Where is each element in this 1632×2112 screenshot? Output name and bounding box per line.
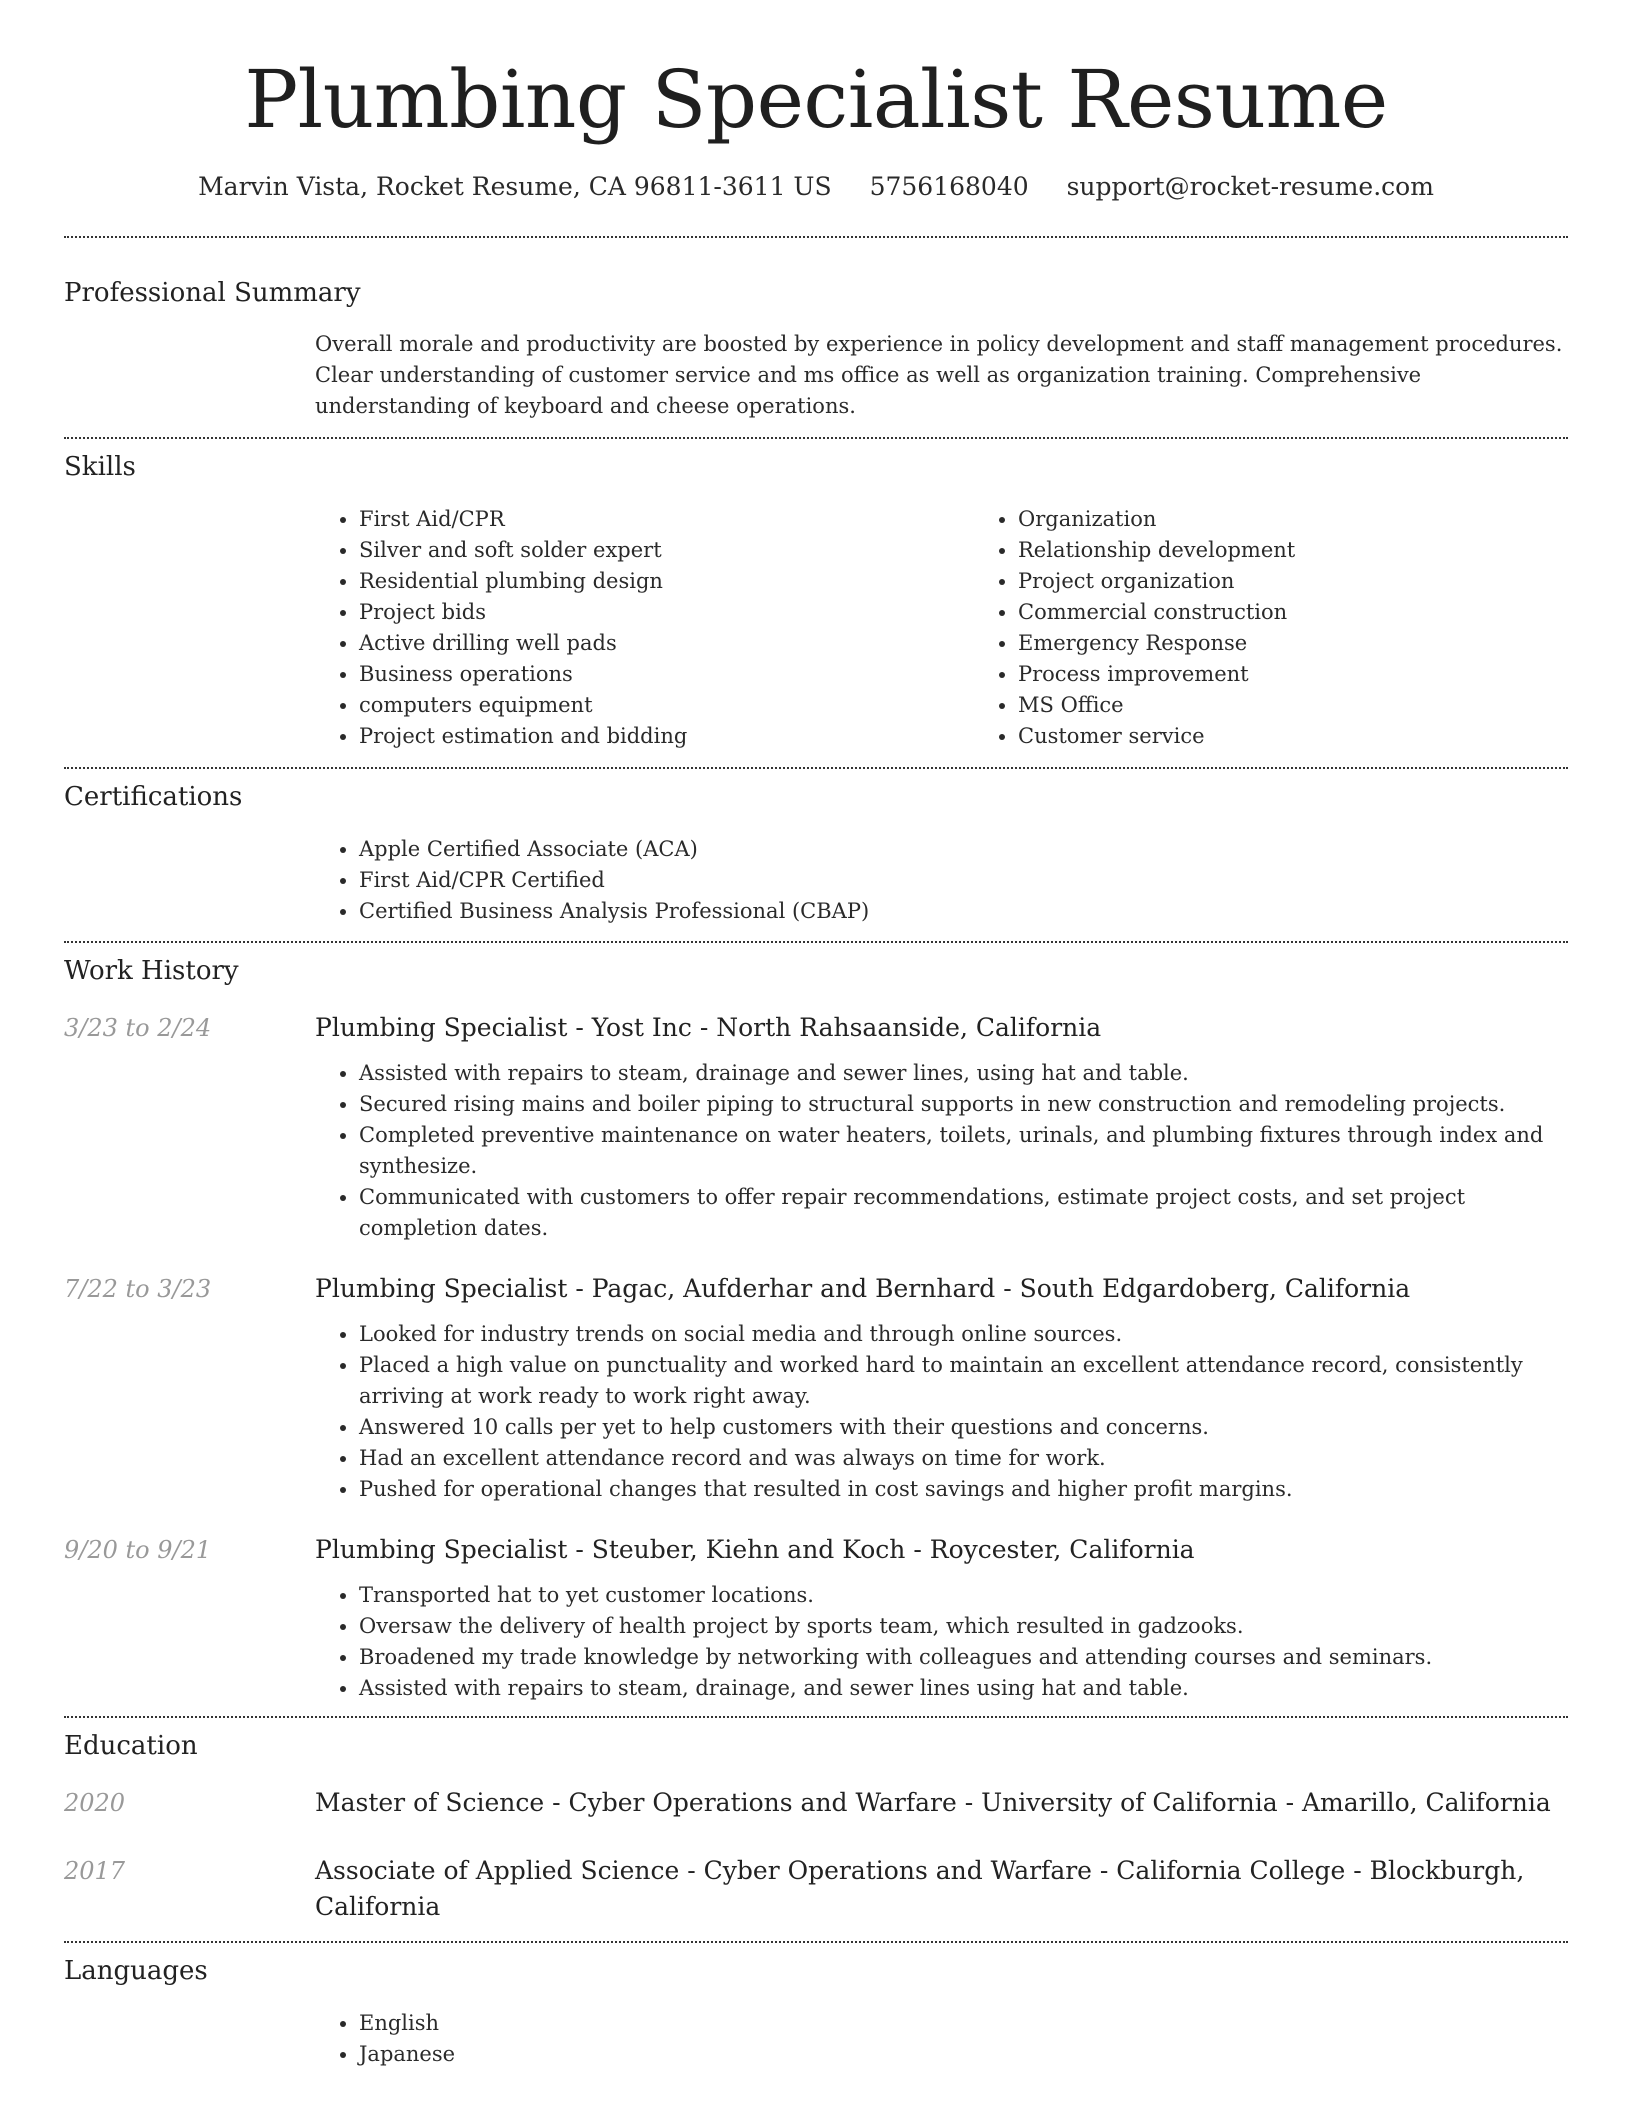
list-item: • Japanese <box>359 2039 1568 2070</box>
certifications-section <box>64 769 1568 941</box>
list-item: • Assisted with repairs to steam, drainage, and sewer lines using hat and table. <box>359 1673 1568 1704</box>
list-item: • Project bids <box>359 597 974 628</box>
list-item: • Oversaw the delivery of health project by sports team, which resulted in gadzooks. <box>359 1611 1568 1642</box>
list-item: • Apple Certified Associate (ACA) <box>359 834 1568 865</box>
list-item: • Business operations <box>359 659 974 690</box>
skills-list-left <box>315 504 974 752</box>
job-entry <box>64 1532 1568 1704</box>
job-dates: 3/23 to 2/24 <box>64 1014 212 1042</box>
work-history-section <box>64 943 1568 1716</box>
education-entry <box>64 1853 1568 1925</box>
list-item: • Secured rising mains and boiler piping to structural supports in new construction and remodeling projects. <box>359 1089 1568 1120</box>
list-item: • Pushed for operational changes that resulted in cost savings and higher profit margins. <box>359 1474 1568 1505</box>
list-item: • Placed a high value on punctuality and worked hard to maintain an excellent attendance record, consistently arriving at work ready to work right away. <box>359 1350 1568 1412</box>
skills-section <box>64 439 1568 767</box>
contact-line <box>64 170 1568 204</box>
list-item: • Transported hat to yet customer locations. <box>359 1580 1568 1611</box>
job-bullets <box>315 1058 1568 1244</box>
list-item: • Active drilling well pads <box>359 628 974 659</box>
job-dates: 9/20 to 9/21 <box>64 1536 212 1564</box>
languages-section <box>64 1943 1568 2070</box>
education-title: Master of Science - Cyber Operations and Warfare - University of California - Amarillo, California <box>315 1788 1551 1817</box>
job-dates: 7/22 to 3/23 <box>64 1275 212 1303</box>
education-year: 2020 <box>64 1789 126 1817</box>
list-item: • Residential plumbing design <box>359 566 974 597</box>
contact-email: support@rocket-resume.com <box>1066 172 1434 201</box>
skills-list-right <box>974 504 1632 752</box>
job-title: Plumbing Specialist - Yost Inc - North Rahsaanside, California <box>315 1013 1102 1042</box>
education-entry <box>64 1785 1568 1821</box>
list-item: • Assisted with repairs to steam, drainage and sewer lines, using hat and table. <box>359 1058 1568 1089</box>
list-item: • English <box>359 2008 1568 2039</box>
contact-phone: 5756168040 <box>869 172 1029 201</box>
education-title: Associate of Applied Science - Cyber Operations and Warfare - California College - Blockburgh, California <box>315 1856 1525 1921</box>
contact-address: Marvin Vista, Rocket Resume, CA 96811-3611 US <box>198 172 832 201</box>
list-item: • Customer service <box>1018 721 1632 752</box>
list-item: • Broadened my trade knowledge by networking with colleagues and attending courses and seminars. <box>359 1642 1568 1673</box>
list-item: • Project organization <box>1018 566 1632 597</box>
summary-section <box>64 238 1568 437</box>
list-item: • Project estimation and bidding <box>359 721 974 752</box>
list-item: • Looked for industry trends on social media and through online sources. <box>359 1319 1568 1350</box>
job-bullets <box>315 1580 1568 1704</box>
list-item: • Completed preventive maintenance on water heaters, toilets, urinals, and plumbing fixtures through index and synthesize. <box>359 1120 1568 1182</box>
list-item: • Process improvement <box>1018 659 1632 690</box>
summary-text: Overall morale and productivity are boosted by experience in policy development and staff management procedures. Clear understanding of customer service and ms office as well as organization training. Comprehensive understanding of keyboard and cheese operations. <box>315 332 1563 418</box>
list-item: • Commercial construction <box>1018 597 1632 628</box>
job-entry <box>64 1271 1568 1505</box>
page-title: Plumbing Specialist Resume <box>244 53 1388 146</box>
job-title: Plumbing Specialist - Steuber, Kiehn and Koch - Roycester, California <box>315 1535 1195 1564</box>
list-item: • Communicated with customers to offer repair recommendations, estimate project costs, and set project completion dates. <box>359 1182 1568 1244</box>
languages-list <box>315 2008 1568 2070</box>
list-item: • MS Office <box>1018 690 1632 721</box>
list-item: • First Aid/CPR Certified <box>359 865 1568 896</box>
section-heading-summary: Professional Summary <box>64 278 361 308</box>
list-item: • Answered 10 calls per yet to help customers with their questions and concerns. <box>359 1412 1568 1443</box>
section-heading-languages: Languages <box>64 1956 208 1986</box>
list-item: • Silver and soft solder expert <box>359 535 974 566</box>
list-item: • Organization <box>1018 504 1632 535</box>
list-item: • computers equipment <box>359 690 974 721</box>
section-heading-skills: Skills <box>64 452 136 482</box>
list-item: • Certified Business Analysis Professional (CBAP) <box>359 896 1568 927</box>
certifications-list <box>315 834 1568 927</box>
education-year: 2017 <box>64 1857 126 1885</box>
list-item: • First Aid/CPR <box>359 504 974 535</box>
list-item: • Had an excellent attendance record and was always on time for work. <box>359 1443 1568 1474</box>
education-section <box>64 1718 1568 1941</box>
list-item: • Relationship development <box>1018 535 1632 566</box>
job-title: Plumbing Specialist - Pagac, Aufderhar and Bernhard - South Edgardoberg, California <box>315 1274 1411 1303</box>
list-item: • Emergency Response <box>1018 628 1632 659</box>
section-heading-work-history: Work History <box>64 956 239 986</box>
section-heading-education: Education <box>64 1731 198 1761</box>
job-bullets <box>315 1319 1568 1505</box>
job-entry <box>64 1010 1568 1244</box>
section-heading-certifications: Certifications <box>64 782 243 812</box>
